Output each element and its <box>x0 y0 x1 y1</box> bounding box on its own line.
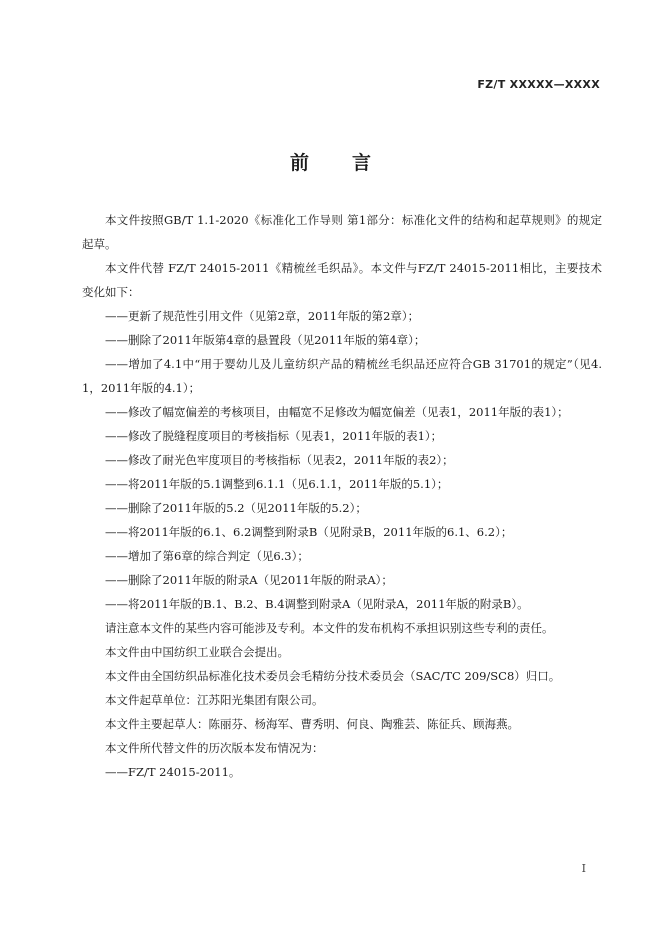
committee-statement: 本文件由全国纺织品标准化技术委员会毛精纺分技术委员会（SAC/TC 209/SC8）归口。 <box>105 669 561 683</box>
paragraph: 本文件代替 FZ/T 24015-2011《精梳丝毛织品》。本文件与FZ/T 24015-2011相比，主要技术变化如下： <box>82 261 602 299</box>
proposer-statement: 本文件由中国纺织工业联合会提出。 <box>105 645 289 659</box>
change-item: ——增加了第6章的综合判定（见6.3）； <box>105 549 309 563</box>
change-item: ——增加了4.1中“用于婴幼儿及儿童纺织产品的精梳丝毛织品还应符合GB 31701的规定”（见4.1，2011年版的4.1）； <box>82 357 602 395</box>
title-char-2: 言 <box>352 152 373 174</box>
change-item: ——修改了耐光色牢度项目的考核指标（见表2，2011年版的表2）； <box>105 453 454 467</box>
foreword-body <box>82 208 602 784</box>
change-item: ——将2011年版的5.1调整到6.1.1（见6.1.1，2011年版的5.1）； <box>105 477 449 491</box>
change-item: ——更新了规范性引用文件（见第2章，2011年版的第2章）； <box>105 309 420 323</box>
drafters: 本文件主要起草人：陈丽芬、杨海军、曹秀明、何良、陶雅芸、陈征兵、顾海燕。 <box>105 717 519 731</box>
change-item: ——删除了2011年版的5.2（见2011年版的5.2）； <box>105 501 367 515</box>
history-statement: 本文件所代替文件的历次版本发布情况为： <box>105 741 324 755</box>
change-item: ——将2011年版的B.1、B.2、B.4调整到附录A（见附录A，2011年版的附录B）。 <box>105 597 529 611</box>
page-number: I <box>581 862 586 875</box>
drafting-unit: 本文件起草单位：江苏阳光集团有限公司。 <box>105 693 324 707</box>
page-title <box>0 148 662 175</box>
change-item: ——删除了2011年版第4章的悬置段（见2011年版的第4章）； <box>105 333 426 347</box>
document-id: FZ/T XXXXX—XXXX <box>477 78 600 91</box>
title-char-1: 前 <box>289 152 310 174</box>
paragraph: 本文件按照GB/T 1.1-2020《标准化工作导则 第1部分：标准化文件的结构和起草规则》的规定起草。 <box>82 213 602 251</box>
change-item: ——修改了幅宽偏差的考核项目，由幅宽不足修改为幅宽偏差（见表1，2011年版的表1）； <box>105 405 569 419</box>
patent-notice: 请注意本文件的某些内容可能涉及专利。本文件的发布机构不承担识别这些专利的责任。 <box>105 621 554 635</box>
change-item: ——将2011年版的6.1、6.2调整到附录B（见附录B，2011年版的6.1、6.2）； <box>105 525 513 539</box>
change-item: ——修改了脱缝程度项目的考核指标（见表1，2011年版的表1）； <box>105 429 443 443</box>
history-item: ——FZ/T 24015-2011。 <box>105 765 241 779</box>
change-item: ——删除了2011年版的附录A（见2011年版的附录A）； <box>105 573 393 587</box>
